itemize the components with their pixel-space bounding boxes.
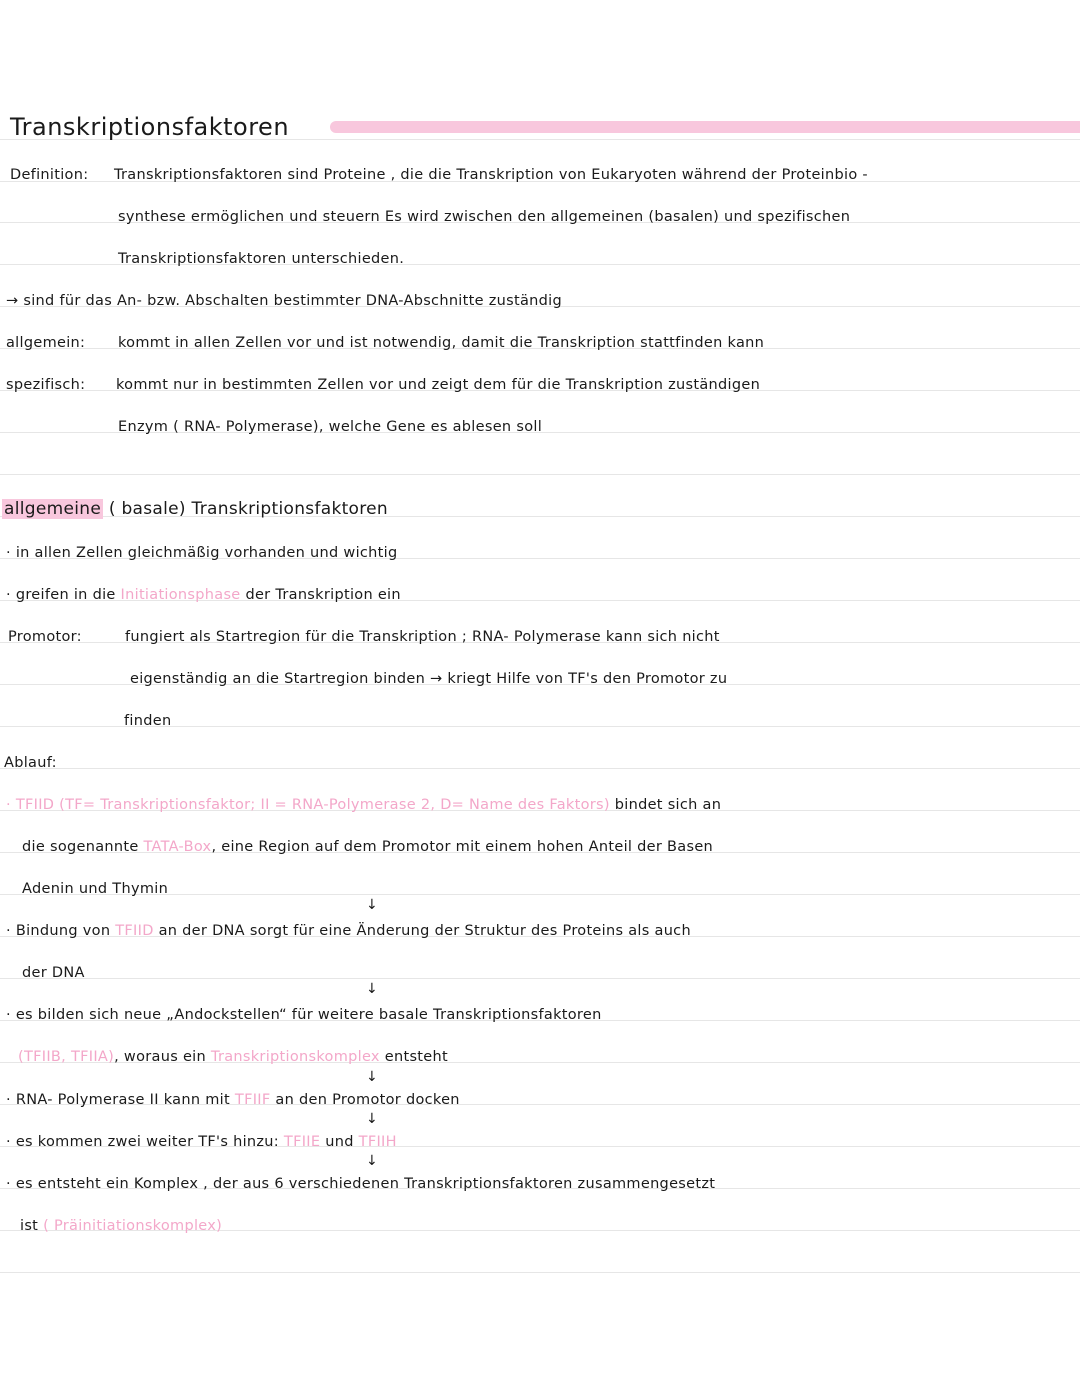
step-3-factors: (TFIIB, TFIIA): [18, 1049, 115, 1065]
down-arrow-icon: ↓: [366, 1153, 379, 1169]
spezifisch-line-2: Enzym ( RNA- Polymerase), welche Gene es ablesen soll: [118, 419, 543, 435]
transkriptionskomplex-term: Transkriptionskomplex: [210, 1049, 380, 1065]
step-4-post: an den Promotor docken: [275, 1092, 460, 1108]
step-6-line-1: · es entsteht ein Komplex , der aus 6 verschiedenen Transkriptionsfaktoren zusammengesetzt: [6, 1176, 716, 1192]
step-5-tfiie: TFIIE: [283, 1134, 321, 1150]
step-4: [6, 1091, 460, 1109]
step-2-line-1: [6, 922, 691, 940]
basal-bullet-2-post: der Transkription ein: [245, 587, 401, 603]
page-title: Transkriptionsfaktoren: [10, 113, 290, 141]
step-1-tail: bindet sich an: [614, 797, 722, 813]
step-1-line-3: Adenin und Thymin: [22, 881, 169, 897]
section-heading: [2, 500, 388, 518]
promotor-line-3: finden: [124, 713, 172, 729]
step-2-post: an der DNA sorgt für eine Änderung der Struktur des Proteins als auch: [158, 923, 691, 939]
down-arrow-icon: ↓: [366, 1069, 379, 1085]
step-1-line-2: [22, 838, 713, 856]
function-line: → sind für das An- bzw. Abschalten bestimmter DNA-Abschnitte zuständig: [6, 293, 562, 309]
step-5-tfiih: TFIIH: [358, 1134, 397, 1150]
promotor-line-2: eigenständig an die Startregion binden → kriegt Hilfe von TF's den Promotor zu: [130, 671, 728, 687]
basal-bullet-1: · in allen Zellen gleichmäßig vorhanden und wichtig: [6, 545, 398, 561]
praeinitiationskomplex-term: ( Präinitiationskomplex): [43, 1218, 223, 1234]
title-highlight-bar: [330, 121, 1080, 133]
promotor-line-1: fungiert als Startregion für die Transkription ; RNA- Polymerase kann sich nicht: [125, 629, 720, 645]
down-arrow-icon: ↓: [366, 1111, 379, 1127]
definition-line-3: Transkriptionsfaktoren unterschieden.: [118, 251, 405, 267]
spezifisch-line-1: kommt nur in bestimmten Zellen vor und zeigt dem für die Transkription zuständigen: [116, 377, 761, 393]
step-6-line-2: [20, 1217, 222, 1235]
step-3-line-2: [18, 1048, 448, 1066]
initiationsphase-term: Initiationsphase: [120, 587, 241, 603]
step-2-pre: · Bindung von: [6, 923, 111, 939]
step-1-tfiid-note: · TFIID (TF= Transkriptionsfaktor; II = RNA-Polymerase 2, D= Name des Faktors): [6, 797, 610, 813]
step-5-pre: · es kommen zwei weiter TF's hinzu:: [6, 1134, 279, 1150]
step-5: [6, 1133, 397, 1151]
step-3-mid: , woraus ein: [114, 1049, 206, 1065]
step-5-mid: und: [325, 1134, 354, 1150]
section-heading-highlight: allgemeine: [4, 499, 102, 519]
step-3-line-1: · es bilden sich neue „Andockstellen“ für weitere basale Transkriptionsfaktoren: [6, 1007, 602, 1023]
step-4-pre: · RNA- Polymerase II kann mit: [6, 1092, 230, 1108]
step-4-tfiif: TFIIF: [234, 1092, 271, 1108]
step-2-line-2: der DNA: [22, 965, 85, 981]
spezifisch-label: spezifisch:: [6, 377, 86, 393]
tata-box-term: TATA-Box: [143, 839, 212, 855]
definition-line-1: Transkriptionsfaktoren sind Proteine , die die Transkription von Eukaryoten während der Proteinbio -: [114, 167, 868, 183]
allgemein-label: allgemein:: [6, 335, 86, 351]
step-3-post: entsteht: [384, 1049, 448, 1065]
promotor-label: Promotor:: [8, 629, 82, 645]
down-arrow-icon: ↓: [366, 981, 379, 997]
basal-bullet-2-pre: · greifen in die: [6, 587, 116, 603]
step-6-pre: ist: [20, 1218, 39, 1234]
down-arrow-icon: ↓: [366, 897, 379, 913]
section-heading-rest: ( basale) Transkriptionsfaktoren: [108, 499, 389, 519]
ablauf-label: Ablauf:: [4, 755, 57, 771]
step-1-line-2-post: , eine Region auf dem Promotor mit einem hohen Anteil der Basen: [211, 839, 714, 855]
definition-line-2: synthese ermöglichen und steuern Es wird zwischen den allgemeinen (basalen) und spezifischen: [118, 209, 851, 225]
step-2-tfiid: TFIID: [115, 923, 154, 939]
step-1-line-1: [6, 796, 721, 814]
allgemein-text: kommt in allen Zellen vor und ist notwendig, damit die Transkription stattfinden kann: [118, 335, 765, 351]
definition-label: Definition:: [10, 167, 89, 183]
basal-bullet-2: [6, 586, 401, 604]
step-1-line-2-pre: die sogenannte: [22, 839, 139, 855]
